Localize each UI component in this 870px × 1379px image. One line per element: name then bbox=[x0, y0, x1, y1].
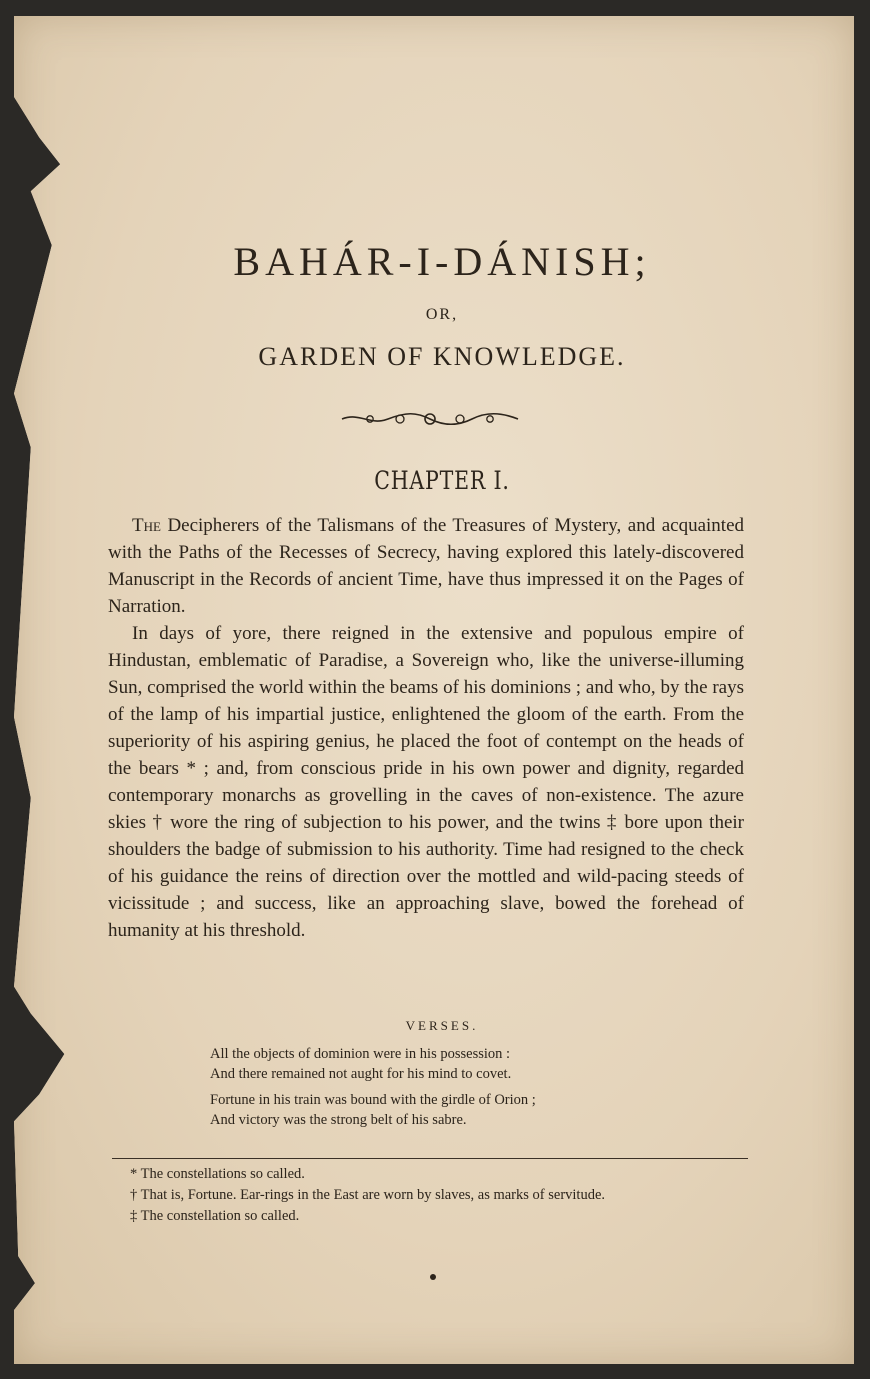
page-subtitle: GARDEN OF KNOWLEDGE. bbox=[258, 342, 626, 371]
decorative-scroll-divider-icon bbox=[340, 410, 520, 428]
page-title: BAHÁR-I-DÁNISH; bbox=[233, 239, 651, 284]
verse-line: And victory was the strong belt of his sabre. bbox=[210, 1112, 467, 1128]
footnotes bbox=[112, 1164, 748, 1227]
chapter-body bbox=[108, 512, 744, 944]
verses-heading: VERSES. bbox=[405, 1018, 479, 1033]
footnote-divider bbox=[112, 1158, 748, 1159]
footnote: ‡ The constellation so called. bbox=[130, 1208, 300, 1224]
verses-block bbox=[210, 1044, 710, 1130]
footnote: * The constellations so called. bbox=[130, 1166, 305, 1182]
title-or: OR, bbox=[425, 306, 459, 323]
footnote: † That is, Fortune. Ear-rings in the East are worn by slaves, as marks of servitude. bbox=[130, 1187, 606, 1203]
printer-dot-mark bbox=[430, 1274, 436, 1280]
verse-line: Fortune in his train was bound with the girdle of Orion ; bbox=[210, 1092, 536, 1108]
chapter-heading: CHAPTER I. bbox=[374, 466, 510, 495]
verse-line: All the objects of dominion were in his possession : bbox=[210, 1046, 511, 1062]
verse-line: And there remained not aught for his mind to covet. bbox=[210, 1066, 512, 1082]
paragraph-1-text: Decipherers of the Talismans of the Treasures of Mystery, and acquainted with the Paths of the Recesses of Secrecy, having explored this lately-discovered Manuscript in the Records of ancient Time, have thus impressed it on the Pages of Narration. bbox=[108, 515, 744, 617]
paragraph-1 bbox=[108, 512, 744, 620]
paragraph-1-lead: The bbox=[132, 515, 161, 536]
paragraph-2: In days of yore, there reigned in the extensive and populous empire of Hindustan, emblematic of Paradise, a Sovereign who, like the universe-illuming Sun, comprised the world within the beams of his dominions ; and who, by the rays of the lamp of his impartial justice, enlightened the gloom of the earth. From the superiority of his aspiring genius, he placed the foot of contempt on the heads of the bears * ; and, from conscious pride in his own power and dignity, regarded contemporary monarchs as grovelling in the caves of non-existence. The azure skies † wore the ring of subjection to his power, and the twins ‡ bore upon their shoulders the badge of submission to his authority. Time had resigned to the check of his guidance the reins of direction over the mottled and wild-pacing steeds of vicissitude ; and success, like an approaching slave, bowed the forehead of humanity at his threshold. bbox=[108, 623, 744, 941]
